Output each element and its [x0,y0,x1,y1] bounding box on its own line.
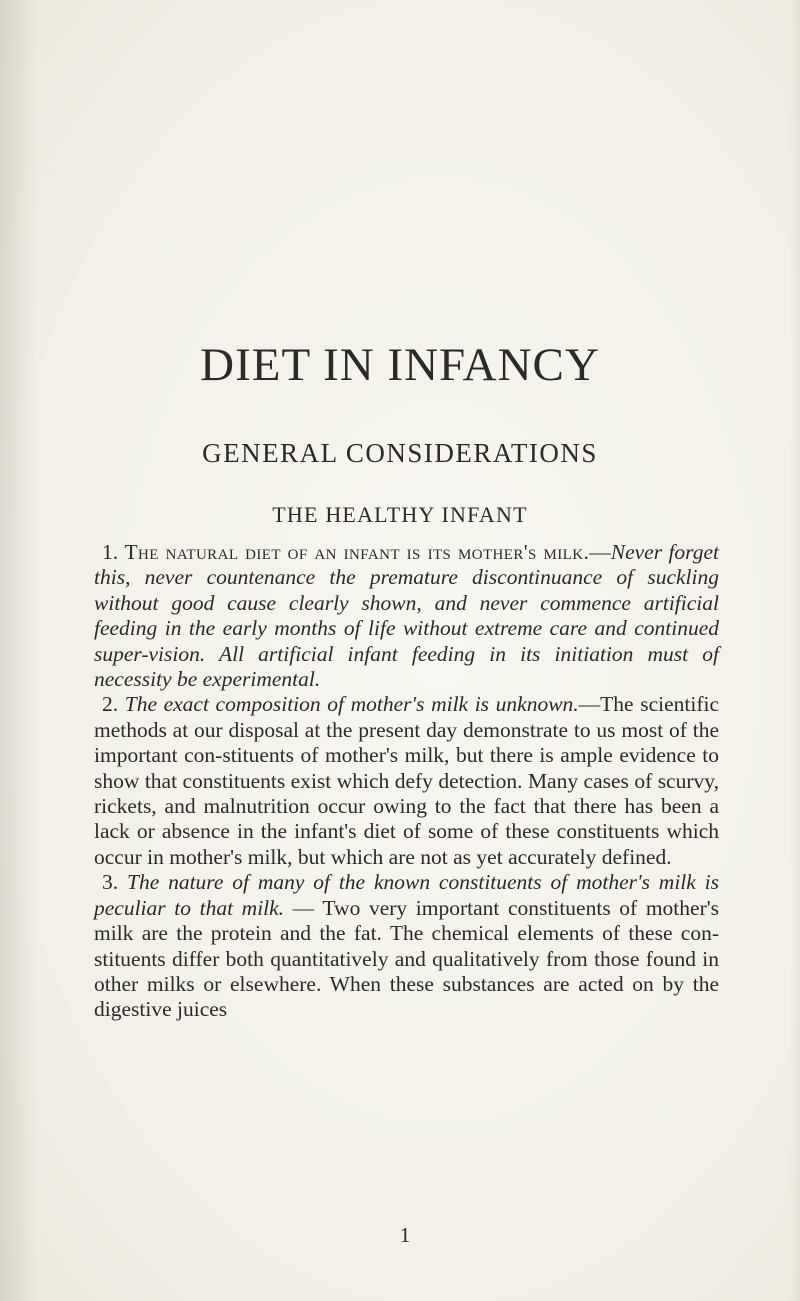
paragraph-number: 2. [102,692,119,717]
paragraph-1 [94,540,719,692]
paragraph-dash: — [284,895,323,920]
paragraph-emphasis: Never forget this, never countenance the premature discontinuance of suckling without good cause clearly shown, and never commence artificial feeding in the early months of life without extreme care and continued super-vision. All artificial infant feeding in its initiation must of necessity be experimental. [94,540,720,692]
paragraph-3 [94,870,719,1022]
paragraph-lead: The exact composition of mother's milk is unknown. [124,692,579,717]
body-text [94,540,719,1023]
paragraph-text: Two very important constituents of mother's milk are the protein and the fat. The chemical elements of these con-stituents differ both quantitatively and qualitatively from those found in other milks or elsewhere. When these substances are acted on by the digestive juices [94,895,719,1022]
section-heading: THE HEALTHY INFANT [272,502,528,527]
page-edge-shade [790,0,800,1301]
paragraph-lead: The nature of many of the known constituents of mother's milk is peculiar to that milk. [94,870,720,920]
paragraph-2 [94,692,719,870]
paragraph-text: The scientific methods at our disposal at the present day demonstrate to us most of the important con-stituents of mother's milk, but there is ample evidence to show that constituents exist which defy detection. Many cases of scurvy, rickets, and malnutrition occur owing to the fact that there has been a lack or absence in the infant's diet of some of these constituents which occur in mother's milk, but which are not as yet accurately defined. [94,692,720,869]
paragraph-number: 3. [102,870,119,895]
paragraph-lead: The natural diet of an infant is its mother's milk. [124,540,590,564]
chapter-subtitle: GENERAL CONSIDERATIONS [202,438,598,468]
paragraph-dash: — [589,540,611,564]
paragraph-number: 1. [102,540,119,564]
chapter-title: DIET IN INFANCY [200,339,600,391]
binding-shadow [0,0,38,1301]
page-number: 1 [399,1223,411,1247]
paragraph-dash: — [578,692,601,717]
